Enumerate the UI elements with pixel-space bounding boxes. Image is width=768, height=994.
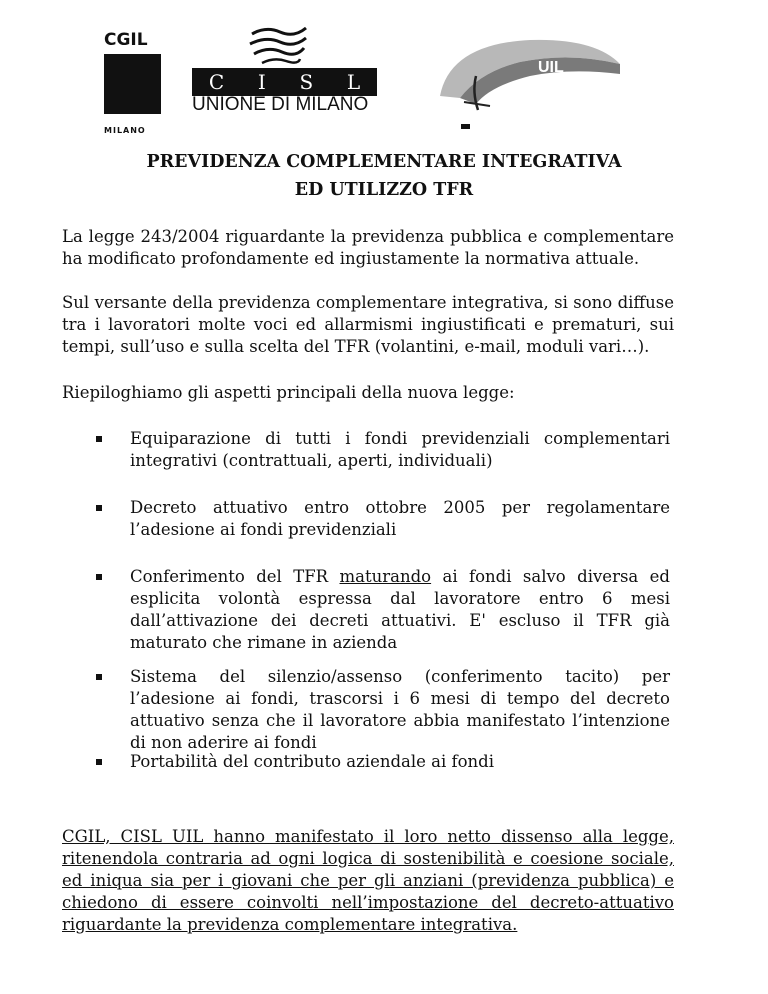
cgil-logo xyxy=(104,30,164,135)
scan-mark xyxy=(461,124,470,129)
cisl-waves-icon xyxy=(248,24,308,66)
list-item: Decreto attuativo entro ottobre 2005 per regolamentare l’adesione ai fondi previdenziali xyxy=(130,498,670,539)
uil-logo xyxy=(420,34,630,114)
intro-paragraph: La legge 243/2004 riguardante la previdenza pubblica e complementare ha modificato profondamente ed ingiustamente la normativa attuale. xyxy=(62,227,674,268)
cisl-letter: I xyxy=(257,70,266,94)
bullet-marker xyxy=(96,505,102,511)
cisl-logo-subtitle: UNIONE DI MILANO xyxy=(192,94,369,115)
cisl-letter: L xyxy=(346,70,361,94)
title-line-2: ED UTILIZZO TFR xyxy=(294,180,474,200)
underlined-word: maturando xyxy=(339,567,432,586)
logo-header xyxy=(0,0,768,135)
list-item: Portabilità del contributo aziendale ai fondi xyxy=(130,752,495,771)
cisl-letter: S xyxy=(299,70,314,94)
bullet-marker xyxy=(96,674,102,680)
list-item-text: Conferimento del TFR xyxy=(130,567,340,586)
uil-logo-name: UIL xyxy=(538,59,564,76)
cgil-logo-city: MILANO xyxy=(104,126,146,135)
cisl-letters xyxy=(192,68,377,96)
title-line-1: PREVIDENZA COMPLEMENTARE INTEGRATIVA xyxy=(146,152,622,172)
list-item-text: ai fondi salvo diversa ed esplicita volontà espressa dal lavoratore entro 6 mesi dall’attivazione dei decreti attuativi. E' escluso il TFR già maturato che rimane in azienda xyxy=(130,567,670,652)
bullet-marker xyxy=(96,436,102,442)
context-paragraph: Sul versante della previdenza complementare integrativa, si sono diffuse tra i lavoratori molte voci ed allarmismi ingiustificati e prematuri, sui tempi, sull’uso e sulla scelta del TFR (volantini, e-mail, moduli vari…). xyxy=(62,293,674,356)
cgil-logo-mark xyxy=(104,54,161,114)
bullet-marker xyxy=(96,574,102,580)
closing-statement: CGIL, CISL UIL hanno manifestato il loro netto dissenso alla legge, ritenendola contraria ad ogni logica di sostenibilità e coesione sociale, ed iniqua sia per i giovani che per gli anziani (previdenza pubblica) e chiedono di essere coinvolti nell’impostazione del decreto-attuativo riguardante la previdenza complementare integrativa. xyxy=(62,827,674,934)
cisl-logo xyxy=(192,24,377,116)
list-item xyxy=(130,566,670,654)
bullet-marker xyxy=(96,759,102,765)
summary-heading: Riepiloghiamo gli aspetti principali della nuova legge: xyxy=(62,383,515,402)
page-title xyxy=(0,148,768,204)
cisl-letter: C xyxy=(208,70,225,94)
list-item: Sistema del silenzio/assenso (conferimento tacito) per l’adesione ai fondi, trascorsi i 6 mesi di tempo del decreto attuativo senza che il lavoratore abbia manifestato l’intenzione di non aderire ai fondi xyxy=(130,667,670,752)
list-item: Equiparazione di tutti i fondi previdenziali complementari integrativi (contrattuali, aperti, individuali) xyxy=(130,429,670,470)
cgil-logo-name: CGIL xyxy=(104,30,148,50)
